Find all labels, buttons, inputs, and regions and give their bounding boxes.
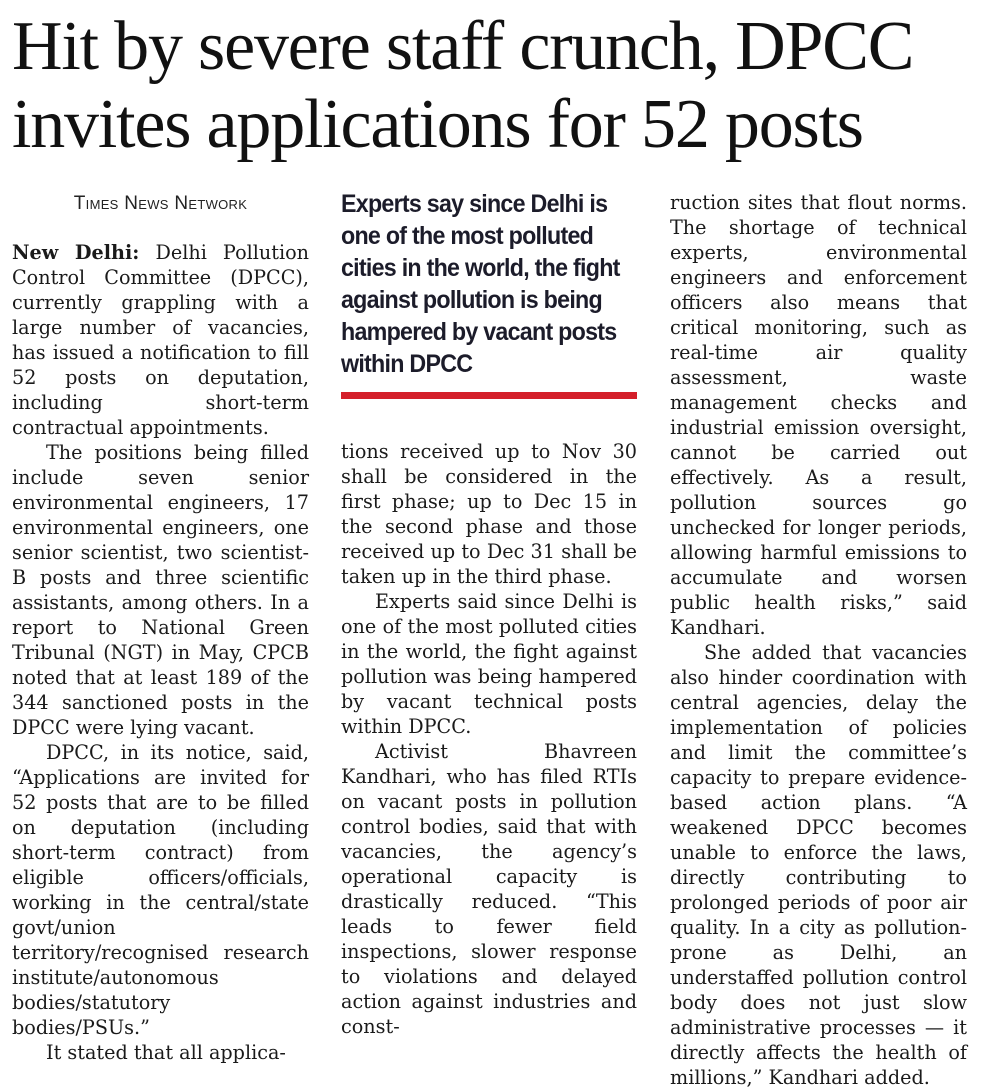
article-column-2 [341,439,637,1039]
pull-quote-text: Experts say since Delhi is one of the most polluted cities in the world, the fight against pollution is being hampered by vacant posts within DPCC [341,190,620,378]
paragraph-7: She added that vacancies also hinder coordination with central agencies, delay the implementation of policies and limit the committee’s capacity to prepare evidence-based action plans. “A weakened DPCC becomes unable to enforce the laws, directly contributing to prolonged periods of poor air quality. In a city as pollution-prone as Delhi, an understaffed pollution control body does not just slow administrative processes — it directly affects the health of millions,” Kandhari added. [670,641,967,1089]
paragraph-1 [12,240,309,440]
paragraph-5: Experts said since Delhi is one of the most polluted cities in the world, the fight against pollution was being hampered by vacant technical posts within DPCC. [341,590,637,738]
headline-line-2: invites applications for 52 posts [12,86,863,163]
headline [12,8,987,164]
paragraph-1-text: Delhi Pollution Control Committee (DPCC), currently grappling with a large number of vacancies, has issued a notification to fill 52 posts on deputation, including short-term contractual appointments. [12,241,310,439]
paragraph-4-start: It stated that all applica- [46,1041,286,1064]
paragraph-3: DPCC, in its notice, said, “Applications are invited for 52 posts that are to be filled on deputation (including short-term contract) from eligible officers/officials, working in the central/state govt/union territory/recognised research institute/autonomous bodies/statutory bodies/PSUs.” [12,741,309,1039]
dateline: New Delhi: [12,241,140,264]
paragraph-4-continued: tions received up to Nov 30 shall be considered in the first phase; up to Dec 15 in the second phase and those received up to Dec 31 shall be taken up in the third phase. [341,440,637,588]
article-column-3 [670,190,967,1089]
byline: Times News Network [73,193,248,214]
pull-quote-rule [341,392,637,399]
pull-quote [341,188,637,399]
paragraph-6-start: Activist Bhavreen Kandhari, who has filed RTIs on vacant posts in pollution control bodies, said that with vacancies, the agency’s operational capacity is drastically reduced. “This leads to fewer field inspections, slower response to violations and delayed action against industries and const- [341,740,637,1038]
paragraph-2: The positions being filled include seven senior environmental engineers, 17 environmental engineers, one senior scientist, two scientist-B posts and three scientific assistants, among others. In a report to National Green Tribunal (NGT) in May, CPCB noted that at least 189 of the 344 sanctioned posts in the DPCC were lying vacant. [12,441,309,739]
headline-line-1: Hit by severe staff crunch, DPCC [12,8,914,85]
paragraph-6-continued: ruction sites that flout norms. The shortage of technical experts, environmental engineers and enforcement officers also means that critical monitoring, such as real-time air quality assessment, waste management checks and industrial emission oversight, cannot be carried out effectively. As a result, pollution sources go unchecked for longer periods, allowing harmful emissions to accumulate and worsen public health risks,” said Kandhari. [670,191,967,639]
article-column-1 [12,190,310,1064]
